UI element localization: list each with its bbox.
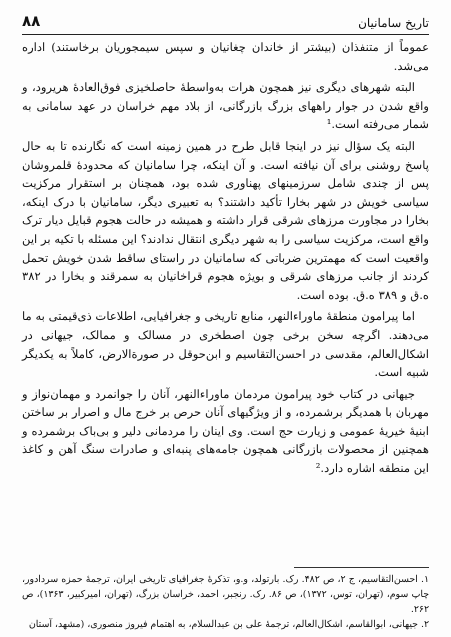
paragraph-5: جیهانی در کتاب خود پیرامون مردمان ماوراءالنهر، آنان را جوانمرد و مهمان‌نواز و مهربان با همدیگر برشمرده، و از ویژگیهای آنان حرص بر خرج مال و اصرار بر ساختن ابنیهٔ خیریهٔ عمومی و زیارت حج است. وی اینان را مردمانی دلیر و بی‌باک برشمرده و همچنین از محصولات بازرگانی همچون جامه‌های پنبه‌ای و صادرات سنگ آهن و کاغذ این منطقه اشاره دارد.² <box>22 386 429 476</box>
page-header <box>22 8 429 35</box>
footnotes <box>22 572 429 632</box>
running-title: تاریخ سامانیان <box>358 16 429 30</box>
page-number: ۸۸ <box>22 12 41 30</box>
footnote-1: ۱. احسن‌التقاسیم، ج ۲، ص ۴۸۲. رک. بارتولد، و.و، تذکرهٔ جغرافیای تاریخی ایران، ترجمهٔ حمزه سردادور، چاپ سوم، (تهران، توس، ۱۳۷۲)، ص ۸۶. رک. رنجبر، احمد، خراسان بزرگ، (تهران، امیرکبیر، ۱۳۶۳)، ص ۲۶۲. <box>22 574 429 615</box>
paragraph-1: عموماً از متنفذان (بیشتر از خاندان چغانیان و سپس سیمجوریان برخاستند) اداره می‌شد. <box>22 40 429 73</box>
footnote-2: ۲. جیهانی، ابوالقاسم، اشکال‌العالم، ترجمهٔ علی بن عبدالسلام، به اهتمام فیروز منصوری، (مشهد، آستان <box>28 619 429 630</box>
paragraph-3: البته یک سؤال نیز در اینجا قابل طرح در همین زمینه است که نگارنده تا به حال پاسخ روشنی برای آن نیافته است. و آن اینکه، چرا سامانیان که محدودهٔ قلمروشان پس از چندی شامل سرزمینهای پهناوری شده بود، همچنان بر استقرار مرکزیت سیاسی خویش در شهر بخارا تأکید داشتند؟ به تعبیری دیگر، سامانیان با درک اینکه، بخارا در مجاورت مرزهای شرقی قرار داشته و همیشه در حالت هجوم قبایل دیار ترک واقع است، مرکزیت سیاسی را به شهر دیگری انتقال ندادند؟ این مسئله با تکیه بر این واقعیت است که مهمترین ضرباتی که سامانیان در راستای ساقط شدن خویش تحمل کردند از جانب مرزهای شرقی و بویژه هجوم قراخانیان به سمرقند و بخارا در ۳۸۲ ه.ق و ۳۸۹ ه.ق. بوده است. <box>22 138 429 302</box>
paragraph-4: اما پیرامون منطقهٔ ماوراءالنهر، منابع تاریخی و جغرافیایی، اطلاعات ذی‌قیمتی به ما می‌دهند. اگرچه سخن برخی چون اصطخری در مسالک و ممالک، جیهانی در اشکال‌العالم، مقدسی در احسن‌التقاسیم و ابن‌حوقل در صورة‌الارض، کاملاً به یکدیگر شبیه است. <box>22 309 429 380</box>
footnote-divider <box>294 567 429 568</box>
body-text <box>22 38 429 480</box>
paragraph-2: البته شهرهای دیگری نیز همچون هرات به‌واسطهٔ حاصلخیزی فوق‌العادهٔ هریرود، و واقع شدن در جوار راههای بزرگ بازرگانی، از بلاد مهم خراسان در عهد سامانی به شمار می‌رفته است.¹ <box>22 80 429 132</box>
